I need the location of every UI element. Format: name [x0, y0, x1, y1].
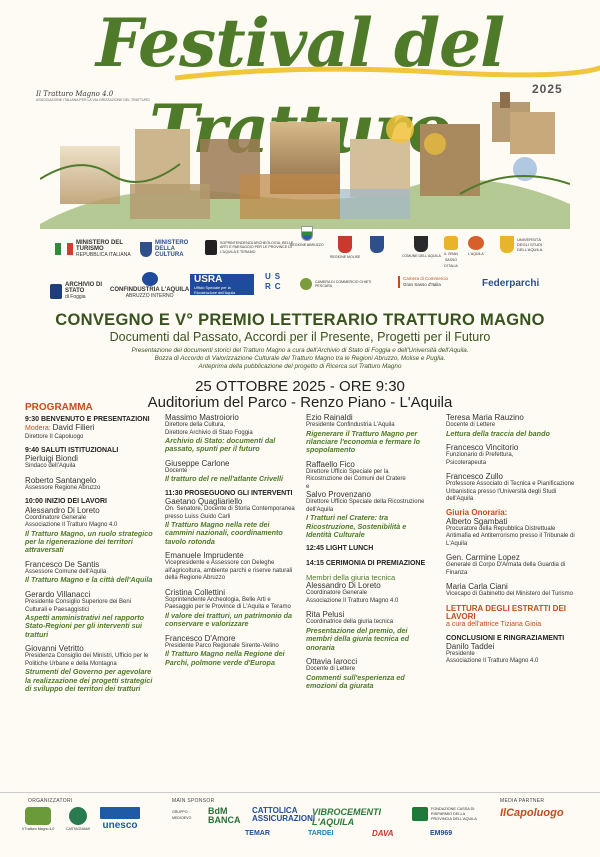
sponsor-name: EM969	[430, 830, 453, 837]
programma-heading: PROGRAMMA	[25, 402, 93, 413]
section-heading: Giuria Onoraria:	[446, 508, 508, 518]
talk-title: Il tratturo del re nell'atlante Crivelli	[165, 474, 283, 484]
main-sponsor-label: MAIN SPONSOR	[172, 798, 215, 804]
presentazione-line: Bozza di Accordo di Valorizzazione Culturale del Tratturo Magno tra le Regioni Abruzzo, Molise e Puglia.	[154, 355, 446, 362]
logo-name: USRC	[265, 272, 285, 291]
sponsor-name: TARDEI	[308, 830, 334, 837]
speaker-name: Roberto Santangelo	[25, 475, 97, 485]
speaker-name: Alberto Sgambati	[446, 516, 508, 526]
federparchi-logo	[482, 278, 539, 290]
speaker-role: Direttore Ufficio Speciale per la Ricostruzione dei Comuni del Cratere	[306, 469, 406, 483]
ministero-turismo-logo	[55, 240, 131, 258]
speaker-role: Associazione Il Tratturo Magno 4.0	[25, 522, 118, 529]
castagniami-icon	[69, 807, 87, 825]
logo-name: REGIONE MOLISE	[330, 255, 361, 259]
speaker-role: Associazione Il Tratturo Magno 4.0	[446, 658, 539, 665]
speaker-role: Coordinatrice della giuria tecnica	[306, 619, 394, 626]
sponsor-name: FONDAZIONE CASSA DI RISPARMIO DELLA PROVINCIA DELL'AQUILA	[431, 807, 477, 821]
sponsor-fondazione	[412, 807, 479, 821]
session-time: 9:40 SALUTI ISTITUZIONALI	[25, 447, 119, 455]
speaker-name: Salvo Provenzano	[306, 490, 371, 500]
regione-abruzzo-logo	[290, 226, 324, 248]
media-partner-capoluogo	[500, 807, 564, 819]
sponsor-name: VIBROCEMENTI L'AQUILA	[312, 807, 382, 827]
laquila-icon	[468, 236, 484, 250]
sponsor-temar	[245, 831, 270, 837]
speaker-name: Alessandro Di Loreto	[25, 505, 100, 515]
presentazione-line: Presentazione dei documenti storici del Tratturo Magno a cura dell'Archivio di Stato di Foggia e dell'Università dell'Aquila.	[131, 347, 469, 354]
talk-title: Archivio di Stato: documenti dal passato, spunti per il futuro	[165, 436, 276, 454]
speaker-name: Gaetano Quagliariello	[165, 497, 243, 507]
logo-sub: Ufficio Speciale per la Ricostruzione dell'Aquila	[190, 286, 254, 295]
speaker-role: Assessore Regione Abruzzo	[25, 485, 101, 492]
speaker-role: Coordinatore Generale	[306, 590, 368, 597]
usra-logo	[190, 274, 254, 295]
session-time: 12:45 LIGHT LUNCH	[306, 545, 374, 553]
speaker-name: Raffaello Fico	[306, 459, 355, 469]
festival-year: 2025	[532, 82, 563, 96]
usrc-logo	[265, 272, 287, 292]
sponsor-vibrocementi	[312, 807, 402, 827]
speaker-name: Francesco Zullo	[446, 472, 503, 482]
moderator-label: Modera:	[25, 425, 53, 433]
speaker-name: Danilo Taddei	[446, 641, 495, 651]
session-time: CONCLUSIONI E RINGRAZIAMENTI	[446, 634, 565, 642]
speaker-role: Direttore Archivio di Stato Foggia	[165, 429, 253, 436]
session-time: 10:00 INIZIO DEI LAVORI	[25, 498, 107, 506]
festival-title: Festival del	[95, 4, 505, 82]
logo-name: CAMERA DI COMMERCIO	[315, 279, 359, 284]
talk-title: I Tratturi nel Cratere: tra Ricostruzione, Sostenibilità e Identità Culturale	[306, 513, 407, 540]
sponsor-name: DAVA	[372, 829, 394, 838]
speaker-role: Direttore Il Capoluogo	[25, 433, 84, 440]
moderator	[25, 424, 153, 433]
org-logo-castagniami	[66, 807, 90, 832]
speaker-role: Sindaco dell'Aquila	[25, 463, 76, 470]
section-heading: LETTURA DEGLI ESTRATTI DEI LAVORI	[446, 603, 566, 621]
event-place: Auditorium del Parco - Renzo Piano - L'Aquila	[147, 394, 453, 411]
mic-icon	[140, 242, 152, 257]
jury-heading: Membri della giuria tecnica	[306, 572, 396, 582]
speaker-role: Presidente Confindustria L'Aquila	[306, 422, 395, 429]
speaker-role: Direttore della Cultura,	[165, 422, 226, 429]
speaker-role: Vicecapo di Gabinetto del Ministero del Turismo	[446, 591, 573, 598]
footer-sponsors	[0, 792, 600, 857]
speaker-role: Assessore Comune dell'Aquila	[25, 569, 107, 576]
sponsor-tardei	[308, 831, 334, 837]
program-column-3	[306, 414, 426, 690]
speaker-role: e	[306, 483, 310, 490]
logo-sub: ABRUZZO INTERNO	[125, 293, 174, 299]
speaker-role: Presidenza Consiglio dei Ministri, Ufficio per le Politiche Urbane e della Montagna	[25, 653, 149, 667]
tratturo-logo-name: Il Tratturo Magno 4.0	[36, 90, 114, 98]
logo-name: USRA	[190, 274, 254, 286]
talk-title: Il Tratturo Magno nella rete dei cammini nazionali, coordinamento tavolo rotonda	[165, 520, 283, 546]
org-logo-unesco	[100, 807, 140, 831]
logo-name: SOPRINTENDENZA ARCHEOLOGIA, BELLE ARTI E PAESAGGIO	[220, 240, 294, 250]
speaker-name: Maria Carla Ciani	[446, 582, 508, 592]
talk-title: Presentazione del premio, dei membri della giuria tecnica ed onoraria	[306, 625, 410, 652]
talk-title: Lettura della traccia del bando	[446, 428, 550, 438]
crest-logo	[370, 236, 384, 253]
speaker-name: Francesco Vincitorio	[446, 443, 519, 453]
sponsor-name: GRUPPO MEDIOEVO	[172, 810, 192, 820]
speaker-role: Generale di Corpo D'Armata della Guardia di Finanza	[446, 562, 566, 576]
session-time: 9:30 BENVENUTO E PRESENTAZIONI	[25, 416, 150, 424]
speaker-name: Francesco D'Amore	[165, 633, 236, 643]
logo-sub: REPUBBLICA ITALIANA	[76, 252, 131, 258]
logo-sub: CHIETI PESCARA	[315, 279, 372, 288]
speaker-role: Presidente Parco Regionale Sirente-Velino	[165, 642, 279, 649]
logo-name: MINISTERO DELLA CULTURA	[155, 240, 189, 258]
speaker-role: Associazione Il Tratturo Magno 4.0	[306, 597, 399, 604]
program-column-4	[446, 414, 581, 666]
blue-crest-icon	[370, 236, 384, 253]
speaker-role: Psicoterapeuta	[446, 459, 487, 466]
organizzatori-label: ORGANIZZATORI	[28, 798, 73, 804]
gran-sasso-logo	[438, 236, 464, 269]
org-logo-name: unesco	[102, 820, 138, 831]
talk-title: Commenti sull'esperienza ed emozioni da giurata	[306, 672, 405, 690]
org-logo-tratturo	[22, 807, 54, 832]
speaker-name: Cristina Collettini	[165, 587, 226, 597]
archivio-icon	[50, 284, 62, 299]
univaq-crest-icon	[500, 236, 514, 253]
logo-name: Federparchi	[482, 278, 540, 289]
speaker-name: Massimo Mastroiorio	[165, 413, 239, 422]
speaker-name: Gen. Carmine Lopez	[446, 553, 520, 563]
gran-sasso-icon	[444, 236, 458, 250]
camera-commercio-chieti-logo	[300, 278, 385, 290]
reading-credit: a cura dell'attrice Tiziana Gioia	[446, 621, 542, 629]
logo-name: Camera di Commercio	[403, 276, 449, 281]
logo-name: CONFINDUSTRIA L'AQUILA	[110, 287, 190, 293]
speaker-name: Alessandro Di Loreto	[306, 581, 381, 591]
unesco-icon	[100, 807, 140, 819]
talk-title: Strumenti del Governo per agevolare la realizzazione dei progetti strategici di sviluppo dei territori dei tratturi	[25, 667, 153, 693]
moderator-name: David Filieri	[52, 423, 95, 433]
talk-title: Rigenerare il Tratturo Magno per rilanciare l'economia e fermare lo spopolamento	[306, 428, 420, 455]
heritage-collage-illustration	[40, 84, 570, 229]
tratturo-org-icon	[25, 807, 51, 825]
logo-name: L'AQUILA	[468, 252, 484, 256]
org-logo-name: Il Tratturo Magno 4.0	[22, 827, 55, 831]
logo-name: IL GRAN SASSO D'ITALIA	[444, 252, 458, 268]
sponsor-dava	[372, 831, 393, 837]
speaker-name: Gerardo Villanacci	[25, 589, 91, 599]
univaq-logo	[500, 236, 553, 253]
speaker-role: Professore Associato di Tecnica e Pianificazione Urbanistica presso l'Università degli Studi dell'Aquila	[446, 481, 575, 503]
aquila-crest-icon	[414, 236, 428, 252]
speaker-role: Procuratore della Repubblica Distrettuale Antimafia ed Antiterrorismo presso il Tribunale di L'Aquila	[446, 525, 575, 547]
program-column-2	[165, 414, 300, 667]
talk-title: Il Tratturo Magno, un ruolo strategico per la rigenerazione dei territori attraversati	[25, 528, 153, 555]
speaker-name: Ottavia Iarocci	[306, 656, 358, 666]
soprintendenza-logo	[205, 240, 295, 255]
abruzzo-crest-icon	[301, 226, 313, 241]
convegno-subtitle: Documenti dal Passato, Accordi per il Presente, Progetti per il Futuro	[109, 330, 491, 344]
talk-title: Il valore dei tratturi, un patrimonio da conservare e valorizzare	[165, 610, 292, 629]
speaker-name: Emanuele Imprudente	[165, 551, 244, 561]
tratturo-logo-sub: ASSOCIAZIONE ITALIANA PER LA VALORIZZAZIONE DEL TRATTURO	[36, 98, 150, 102]
speaker-role: On. Senatore, Docente di Storia Contemporanea presso Luiss Guido Carli	[165, 506, 295, 520]
sponsor-em969	[430, 831, 452, 837]
speaker-role: Soprintendente Archeologia, Belle Arti e Paesaggio per le Province di L'Aquila e Teramo	[165, 596, 291, 611]
convegno-title: CONVEGNO E V° PREMIO LETTERARIO TRATTURO MAGNO	[55, 311, 545, 329]
program-column-1	[25, 404, 153, 693]
speaker-role: Docente di Lettere	[446, 422, 496, 429]
logo-name: COMUNE DELL'AQUILA	[402, 254, 441, 258]
speaker-name: Pierluigi Biondi	[25, 454, 78, 464]
session-time: 14:15 CERIMONIA DI PREMIAZIONE	[306, 559, 426, 567]
speaker-name: Francesco De Santis	[25, 559, 100, 569]
confindustria-logo	[110, 272, 189, 299]
speaker-role: Docente	[165, 468, 188, 475]
logo-sub: PER LE PROVINCE DI L'AQUILA E TERAMO	[220, 245, 292, 254]
regione-molise-logo	[330, 236, 360, 260]
speaker-name: Rita Pelusi	[306, 610, 345, 620]
sponsor-name: TEMAR	[245, 830, 270, 837]
speaker-role: Presidente	[446, 650, 475, 657]
comune-aquila-logo	[402, 236, 441, 259]
confindustria-icon	[142, 272, 158, 286]
camera-commercio-gran-sasso-logo	[398, 276, 448, 288]
archivio-stato-logo	[50, 282, 105, 300]
sponsor-name: CATTOLICA ASSICURAZIONI	[252, 806, 316, 823]
speaker-name: Teresa Maria Rauzino	[446, 413, 524, 422]
soprintendenza-icon	[205, 240, 217, 255]
talk-title: Il Tratturo Magno nella Regione dei Parchi, polmone verde d'Europa	[165, 649, 285, 667]
logo-name: MINISTERO DEL TURISMO	[76, 240, 123, 252]
speaker-role: Presidente Consiglio Superiore dei Beni Culturali e Paesaggistici	[25, 599, 132, 613]
italian-flag-icon	[55, 243, 73, 255]
speaker-role: Vicepresidente e Assessore con Deleghe all'agricoltura, ambiente parchi e riserve naturali della Regione Abruzzo	[165, 560, 293, 582]
speaker-role: Coordinatore Generale	[25, 514, 87, 521]
logo-name: ARCHIVIO DI STATO	[65, 282, 103, 294]
speaker-role: Direttore Ufficio Speciale della Ricostruzione dell'Aquila	[306, 499, 425, 513]
speaker-name: Giovanni Vetritto	[25, 644, 84, 654]
media-name: IlCapoluogo	[500, 807, 564, 819]
media-partner-label: MEDIA PARTNER	[500, 798, 545, 804]
molise-crest-icon	[338, 236, 352, 253]
speaker-name: Ezio Rainaldi	[306, 413, 353, 422]
speaker-name: Giuseppe Carlone	[165, 458, 230, 468]
logo-name: REGIONE ABRUZZO	[290, 243, 324, 247]
speaker-role: Docente di Lettere	[306, 666, 356, 673]
sponsor-medioevo	[172, 809, 204, 821]
logo-sub: di Foggia	[65, 294, 86, 300]
logo-sub: Gran Sasso d'Italia	[403, 282, 441, 287]
fondazione-icon	[412, 807, 428, 821]
presentazione-line: Anteprima della pubblicazione del progetto di Ricerca sul Tratturo Magno	[198, 363, 402, 370]
laquila-logo	[468, 236, 484, 257]
talk-title: Aspetti amministrativi nel rapporto Stato-Regioni per gli interventi sui tratturi	[25, 612, 145, 639]
ministero-cultura-logo	[140, 240, 201, 258]
sponsor-name: BdM BANCA	[208, 806, 241, 825]
logo-name: UNIVERSITÀ DEGLI STUDI DELL'AQUILA	[517, 237, 543, 252]
event-date: 25 OTTOBRE 2025 - ORE 9:30	[195, 378, 405, 395]
title-underline-decoration	[175, 60, 600, 84]
cciaa-icon	[300, 278, 312, 290]
speaker-role: Funzionario di Prefettura,	[446, 452, 514, 459]
org-logo-name: CASTAGNIAMI	[66, 827, 90, 831]
sponsor-bdm	[208, 807, 244, 825]
sponsor-cattolica	[252, 806, 316, 823]
talk-title: Il Tratturo Magno e la città dell'Aquila	[25, 575, 153, 585]
session-time: 11:30 PROSEGUONO GLI INTERVENTI	[165, 489, 293, 497]
